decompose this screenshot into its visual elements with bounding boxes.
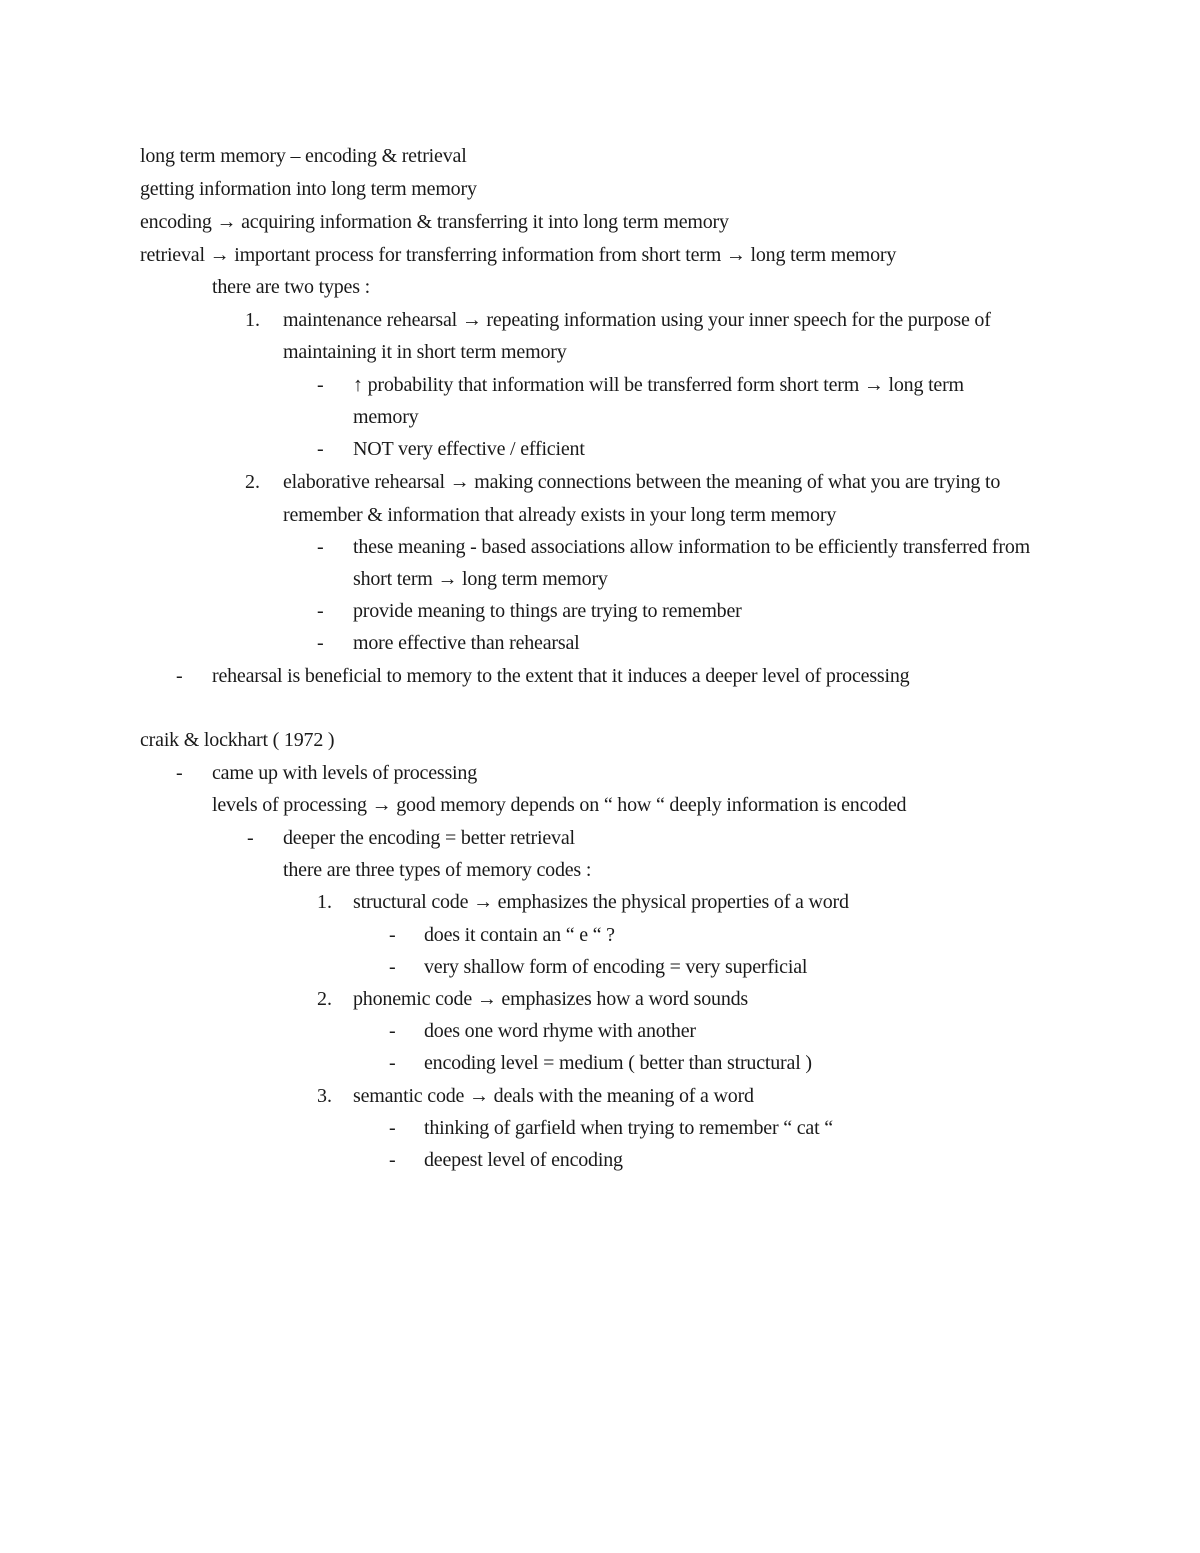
- bullet-text: deeper the encoding = better retrieval: [283, 827, 575, 849]
- text-line: encoding → acquiring information & transferring it into long term memory: [140, 211, 729, 233]
- section-heading: craik & lockhart ( 1972 ): [140, 729, 335, 751]
- bullet-text: these meaning - based associations allow information to be efficiently transferred from: [353, 536, 1031, 558]
- bullet-dash: -: [389, 1052, 396, 1074]
- list-item-text: maintaining it in short term memory: [283, 341, 567, 363]
- list-number: 1.: [317, 891, 332, 913]
- bullet-text: thinking of garfield when trying to remember “ cat “: [424, 1117, 833, 1139]
- bullet-dash: -: [389, 1020, 396, 1042]
- bullet-dash: -: [317, 438, 324, 460]
- list-item-text: elaborative rehearsal → making connections between the meaning of what you are trying to: [283, 471, 1001, 493]
- bullet-dash: -: [317, 600, 324, 622]
- text-line: there are two types :: [212, 276, 370, 298]
- text-line: retrieval → important process for transferring information from short term → long term memory: [140, 244, 897, 266]
- list-number: 3.: [317, 1085, 332, 1107]
- bullet-text: deepest level of encoding: [424, 1149, 623, 1171]
- bullet-dash: -: [317, 536, 324, 558]
- bullet-dash: -: [176, 762, 183, 784]
- list-item-text: phonemic code → emphasizes how a word sounds: [353, 988, 748, 1010]
- bullet-dash: -: [389, 1149, 396, 1171]
- bullet-dash: -: [317, 632, 324, 654]
- bullet-text: came up with levels of processing: [212, 762, 477, 784]
- bullet-text: memory: [353, 406, 419, 428]
- bullet-text: does one word rhyme with another: [424, 1020, 696, 1042]
- text-line: there are three types of memory codes :: [283, 859, 592, 881]
- text-line: getting information into long term memory: [140, 178, 477, 200]
- bullet-text: NOT very effective / efficient: [353, 438, 585, 460]
- bullet-dash: -: [176, 665, 183, 687]
- bullet-text: provide meaning to things are trying to remember: [353, 600, 742, 622]
- list-item-text: semantic code → deals with the meaning of a word: [353, 1085, 754, 1107]
- text-line: levels of processing → good memory depends on “ how “ deeply information is encoded: [212, 794, 907, 816]
- bullet-text: rehearsal is beneficial to memory to the extent that it induces a deeper level of processing: [212, 665, 910, 687]
- bullet-text: very shallow form of encoding = very superficial: [424, 956, 808, 978]
- list-number: 2.: [245, 471, 260, 493]
- bullet-dash: -: [389, 924, 396, 946]
- bullet-dash: -: [317, 374, 324, 396]
- list-item-text: structural code → emphasizes the physical properties of a word: [353, 891, 849, 913]
- bullet-dash: -: [389, 1117, 396, 1139]
- bullet-dash: -: [247, 827, 254, 849]
- bullet-dash: -: [389, 956, 396, 978]
- bullet-text: short term → long term memory: [353, 568, 608, 590]
- list-number: 2.: [317, 988, 332, 1010]
- bullet-text: ↑ probability that information will be transferred form short term → long term: [353, 374, 964, 396]
- bullet-text: encoding level = medium ( better than structural ): [424, 1052, 812, 1074]
- bullet-text: does it contain an “ e “ ?: [424, 924, 615, 946]
- title-line: long term memory – encoding & retrieval: [140, 145, 467, 167]
- list-item-text: remember & information that already exists in your long term memory: [283, 504, 837, 526]
- list-item-text: maintenance rehearsal → repeating information using your inner speech for the purpose of: [283, 309, 991, 331]
- list-number: 1.: [245, 309, 260, 331]
- bullet-text: more effective than rehearsal: [353, 632, 580, 654]
